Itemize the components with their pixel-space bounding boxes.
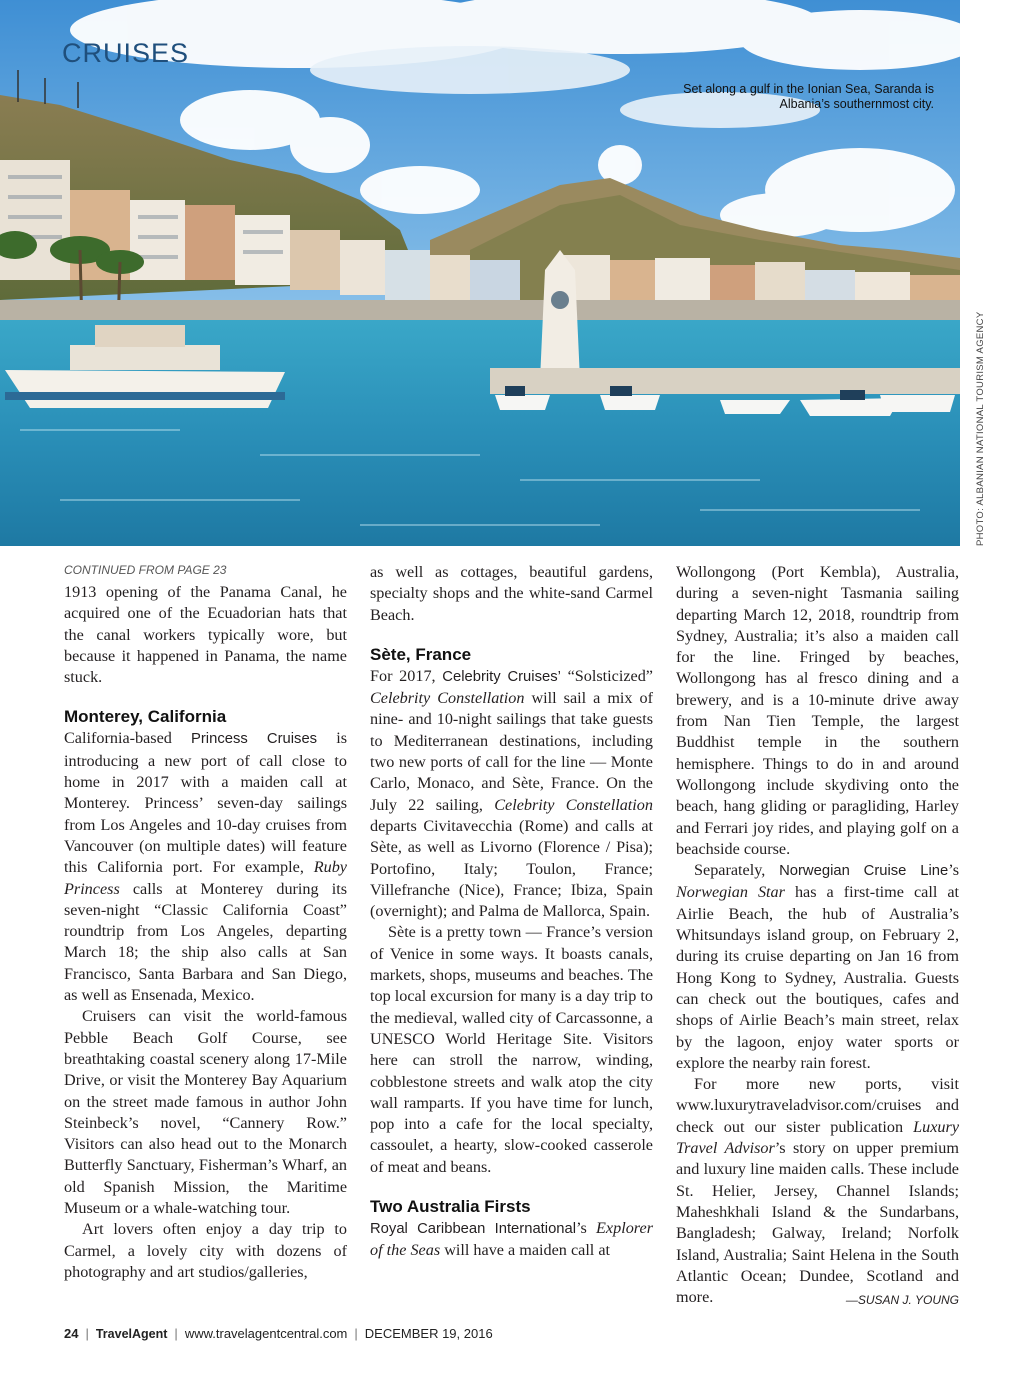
paragraph: Art lovers often enjoy a day trip to Carmel, a lovely city with dozens of photography and art studios/galleries, xyxy=(64,1220,347,1281)
subhead-sete: Sète, France xyxy=(370,644,472,664)
section-label: CRUISES xyxy=(62,38,190,68)
website-url: www.travelagentcentral.com xyxy=(184,1326,348,1341)
article-column-2 xyxy=(370,562,653,1262)
ship-name: Norwegian Star xyxy=(676,883,785,902)
company-name: Celebrity Cruises’ xyxy=(442,668,561,685)
paragraph: Cruisers can visit the world-famous Pebble Beach Golf Course, see breathtaking coastal scenery along 17-Mile Drive, or visit the Monterey Bay Aquarium on the street made famous in author John Steinbeck’s novel, “Cannery Row.” Visitors can also head out to the Monarch Butterfly Sanctuary, Fisherman’s Wharf, an old Spanish Mission, the Maritime Museum or a whale-watching tour. xyxy=(64,1007,347,1218)
continued-note: CONTINUED FROM PAGE 23 xyxy=(64,563,227,577)
author-signature: —SUSAN J. YOUNG xyxy=(845,1293,959,1308)
paragraph: as well as cottages, beautiful gardens, specialty shops and the white-sand Carmel Beach. xyxy=(370,563,653,624)
subhead-australia: Two Australia Firsts xyxy=(370,1197,531,1217)
ship-name: Celebrity Constellation xyxy=(370,689,525,708)
paragraph: California-based Princess Cruises is introducing a new port of call close to home in 2017 with a maiden call at Monterey. Princess’ seven-day sailings from Los Angeles and 10-day cruises from Vancouver (on multiple dates) will feature this California port. For example, Ruby Princess calls at Monterey during its seven-night “Classic California Coast” roundtrip from Los Angeles, departing March 18; the ship also calls at San Francisco, Santa Barbara and San Diego, as well as Ensenada, Mexico. xyxy=(64,729,347,1005)
paragraph: Sète is a pretty town — France’s version of Venice in some ways. It boasts canals, markets, shops, museums and beaches. The top local excursion for many is a day trip to the medieval, walled city of Carcassonne, a UNESCO World Heritage Site. Visitors here can stroll the narrow, winding, cobblestone streets and walk atop the city wall ramparts. If you have time for lunch, pop into a cafe for the local specialty, cassoulet, a hearty, slow-cooked casserole of meat and beans. xyxy=(370,923,653,1176)
page-number: 24 xyxy=(64,1326,79,1341)
ship-name: Ruby Princess xyxy=(64,858,347,898)
subhead-monterey: Monterey, California xyxy=(64,707,227,727)
paragraph: For more new ports, visit www.luxurytraveladvisor.com/cruises and check out our sister publication Luxury Travel Advisor’s story on upper premium and luxury line maiden calls. These include St. Helier, Jersey, Channel Islands; Maheshkhali Island & the Sundarbans, Bangladesh; Galway, Ireland; Norfolk Island, Australia; Saint Helena in the South Atlantic Ocean; Dundee, Scotland and more. —SUSAN J. YOUNG xyxy=(676,1074,959,1308)
paragraph: Royal Caribbean International’s Explorer of the Seas will have a maiden call at xyxy=(370,1219,653,1260)
photo-caption: Set along a gulf in the Ionian Sea, Saranda is Albania’s southernmost city. xyxy=(683,82,934,111)
publication-name: Luxury Travel Advisor xyxy=(676,1117,959,1158)
paragraph: 1913 opening of the Panama Canal, he acquired one of the Ecuadorian hats that the canal workers typically wore, but because it happened in Panama, the name stuck. xyxy=(64,583,347,687)
company-name: Royal Caribbean International xyxy=(370,1221,577,1238)
ship-name: Explorer of the Seas xyxy=(370,1219,653,1260)
company-name: Princess Cruises xyxy=(191,731,318,748)
photo-credit: PHOTO: ALBANIAN NATIONAL TOURISM AGENCY xyxy=(975,311,986,546)
ship-name: Celebrity Constellation xyxy=(494,795,653,814)
paragraph: For 2017, Celebrity Cruises’ “Solsticized” Celebrity Constellation will sail a mix of nine- and 10-night sailings that take guests to Mediterranean destinations, including two new ports of call for the line — Monte Carlo, Monaco, and Sète, France. On the July 22 sailing, Celebrity Constellation departs Civitavecchia (Rome) and calls at Sète, as well as Livorno (Florence / Pisa); Portofino, Italy; Toulon, France; Villefranche (Nice), France; Ibiza, Spain (overnight); and Palma de Mallorca, Spain. xyxy=(370,666,653,921)
article-column-3 xyxy=(676,562,959,1311)
article-column-1 xyxy=(64,562,347,1283)
paragraph: Wollongong (Port Kembla), Australia, during a seven-night Tasmania sailing departing March 12, 2018, roundtrip from Sydney, Australia; it’s also a maiden call for the line. Fringed by beaches, Wollongong has al fresco dining and a brewery, and is a 10-minute drive away from Nan Tien Temple, the largest Buddhist temple in the southern hemisphere. Things to do in and around Wollongong include skydiving onto the beach, hang gliding or paragliding, Harley and Ferrari joy rides, and playing golf on a beachside course. xyxy=(676,563,959,858)
company-name: Norwegian Cruise Line xyxy=(779,863,949,880)
page-footer: 24 | TravelAgent | www.travelagentcentral.com | DECEMBER 19, 2016 xyxy=(64,1326,493,1341)
publication-brand: TravelAgent xyxy=(95,1327,168,1341)
paragraph: Separately, Norwegian Cruise Line’s Norwegian Star has a first-time call at Airlie Beach, the hub of Australia’s Whitsundays island group, on February 2, during its cruise departing on Jan 16 from Hong Kong to Sydney, Australia. Guests can check out the boutiques, cafes and shops of Airlie Beach’s main street, relax by the lagoon, enjoy water sports or explore the nearby rain forest. xyxy=(676,861,960,1072)
issue-date: DECEMBER 19, 2016 xyxy=(364,1326,493,1341)
